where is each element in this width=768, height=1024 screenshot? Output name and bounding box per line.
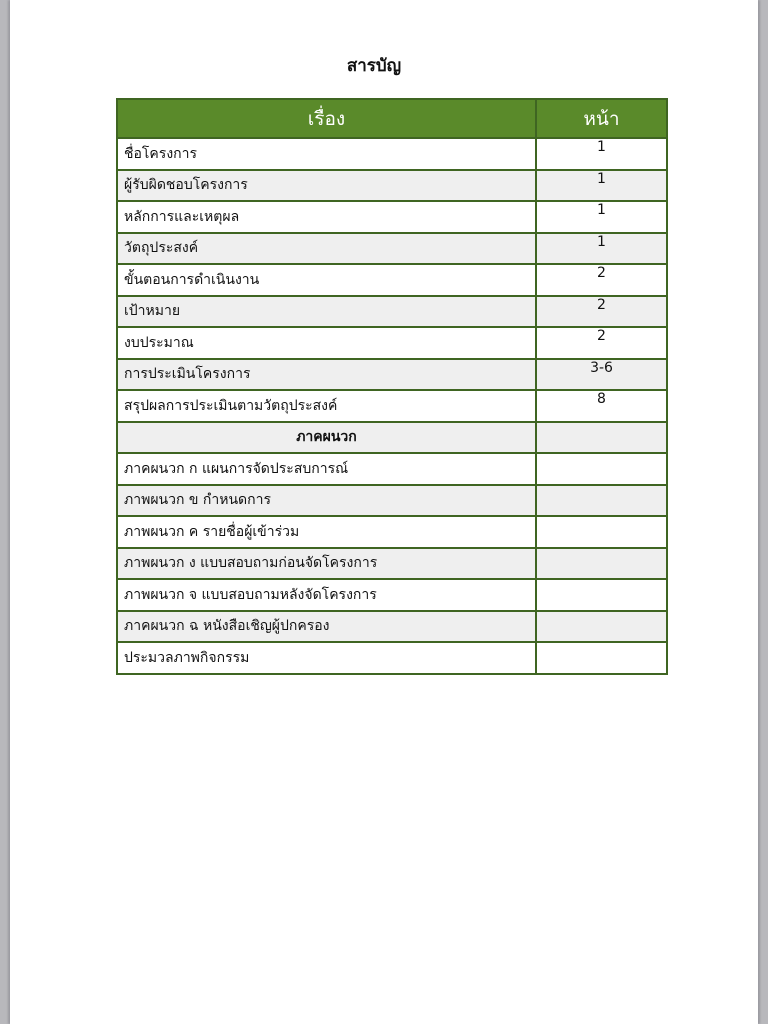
table-header-row: [117, 99, 667, 138]
row-topic: วัตถุประสงค์: [117, 233, 536, 265]
row-topic: ภาพผนวก ข กำหนดการ: [117, 485, 536, 517]
row-page: [536, 422, 667, 454]
row-topic: ชื่อโครงการ: [117, 138, 536, 170]
header-page: หน้า: [536, 99, 667, 138]
row-page: 1: [536, 233, 667, 265]
row-page: [536, 453, 667, 485]
row-topic: ภาคผนวก ฉ หนังสือเชิญผู้ปกครอง: [117, 611, 536, 643]
table-row: [117, 359, 667, 391]
row-topic: การประเมินโครงการ: [117, 359, 536, 391]
row-page: 1: [536, 201, 667, 233]
table-row: [117, 516, 667, 548]
page-title: สารบัญ: [346, 56, 402, 76]
row-page: 3-6: [536, 359, 667, 391]
table-row: [117, 170, 667, 202]
row-page: 2: [536, 296, 667, 328]
row-page: [536, 579, 667, 611]
row-page: [536, 548, 667, 580]
row-topic: ประมวลภาพกิจกรรม: [117, 642, 536, 674]
row-page: [536, 516, 667, 548]
table-of-contents: [116, 98, 668, 675]
row-topic: ภาพผนวก ง แบบสอบถามก่อนจัดโครงการ: [117, 548, 536, 580]
table-row: [117, 548, 667, 580]
table-row: [117, 485, 667, 517]
row-page: 8: [536, 390, 667, 422]
row-topic: ผู้รับผิดชอบโครงการ: [117, 170, 536, 202]
row-page: 1: [536, 138, 667, 170]
row-topic: ภาพผนวก ค รายชื่อผู้เข้าร่วม: [117, 516, 536, 548]
table-row: [117, 327, 667, 359]
table-row: [117, 642, 667, 674]
row-topic: สรุปผลการประเมินตามวัตถุประสงค์: [117, 390, 536, 422]
row-topic: งบประมาณ: [117, 327, 536, 359]
row-topic: ภาคผนวก ก แผนการจัดประสบการณ์: [117, 453, 536, 485]
table-row: [117, 453, 667, 485]
table-row: [117, 611, 667, 643]
row-page: [536, 611, 667, 643]
table-row: [117, 233, 667, 265]
row-page: 2: [536, 327, 667, 359]
section-row-appendix: [117, 422, 667, 454]
row-topic: ขั้นตอนการดำเนินงาน: [117, 264, 536, 296]
row-page: [536, 485, 667, 517]
header-topic: เรื่อง: [117, 99, 536, 138]
row-topic: ภาพผนวก จ แบบสอบถามหลังจัดโครงการ: [117, 579, 536, 611]
row-page: 1: [536, 170, 667, 202]
row-topic: เป้าหมาย: [117, 296, 536, 328]
row-topic: หลักการและเหตุผล: [117, 201, 536, 233]
table-row: [117, 390, 667, 422]
table-row: [117, 264, 667, 296]
table-row: [117, 138, 667, 170]
row-page: 2: [536, 264, 667, 296]
table-row: [117, 201, 667, 233]
table-row: [117, 296, 667, 328]
table-row: [117, 579, 667, 611]
row-page: [536, 642, 667, 674]
section-heading: ภาคผนวก: [117, 422, 536, 454]
